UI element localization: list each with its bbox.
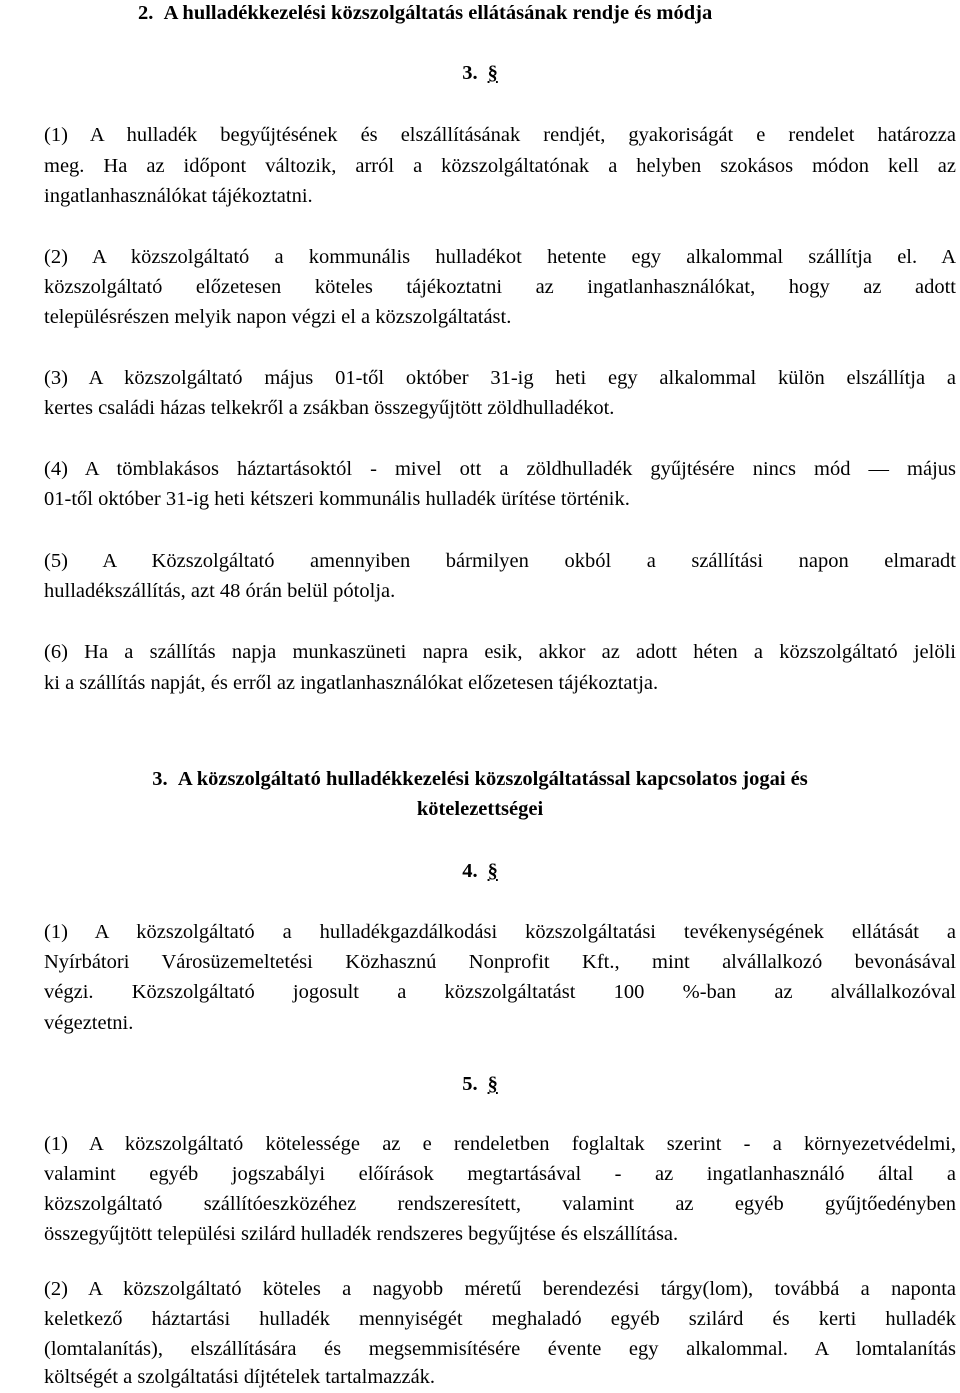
s3-p2-line2: közszolgáltató előzetesen köteles tájékoztatni az ingatlanhasználókat, hogy az adott xyxy=(44,276,956,298)
s3-p2-line1: (2) A közszolgáltató a kommunális hulladékot hetente egy alkalommal szállítja el. A xyxy=(44,246,956,268)
section-3-title xyxy=(0,59,960,87)
s3-p2-line3: településrészen melyik napon végzi el a közszolgáltatást. xyxy=(44,306,512,328)
chapter-3-title-line2: kötelezettségei xyxy=(416,798,544,820)
section-3-number: 3. xyxy=(462,62,478,84)
s5-p1-line4: összegyűjtött települési szilárd hulladék rendszeres begyűjtése és elszállítása. xyxy=(44,1223,679,1245)
s3-p6-line2: ki a szállítás napját, és erről az ingatlanhasználókat előzetesen tájékoztatja. xyxy=(44,672,659,694)
s3-p5-line1: (5) A Közszolgáltató amennyiben bármilyen okból a szállítási napon elmaradt xyxy=(44,550,956,572)
section-4-title xyxy=(0,857,960,885)
s3-p4-line2: 01-től október 31-ig heti kétszeri kommunális hulladék ürítése történik. xyxy=(44,488,630,510)
s3-p1-line1: (1) A hulladék begyűjtésének és elszállításának rendjét, gyakoriságát e rendelet határozza xyxy=(44,124,956,146)
chapter-2-heading: 2. A hulladékkezelési közszolgáltatás ellátásának rendje és módja xyxy=(138,2,713,24)
s4-p1-line1: (1) A közszolgáltató a hulladékgazdálkodási közszolgáltatási tevékenységének ellátását a xyxy=(44,921,956,943)
s4-p1-line4: végeztetni. xyxy=(44,1012,134,1034)
chapter-3-number: 3. xyxy=(152,768,168,790)
section-symbol: § xyxy=(487,1073,498,1095)
s4-p1-line3: végzi. Közszolgáltató jogosult a közszolgáltatást 100 %-ban az alvállalkozóval xyxy=(44,981,956,1003)
section-5-number: 5. xyxy=(462,1073,478,1095)
section-symbol: § xyxy=(487,62,498,84)
s5-p2-line2: keletkező háztartási hulladék mennyiségét meghaladó egyéb szilárd és kerti hulladék xyxy=(44,1308,956,1330)
s5-p1-line3: közszolgáltató szállítóeszközéhez rendszeresített, valamint az egyéb gyűjtőedényben xyxy=(44,1193,956,1215)
s3-p6-line1: (6) Ha a szállítás napja munkaszüneti napra esik, akkor az adott héten a közszolgáltató jelöli xyxy=(44,641,956,663)
s5-p1-line1: (1) A közszolgáltató kötelessége az e rendeletben foglaltak szerint - a környezetvédelmi, xyxy=(44,1133,956,1155)
section-4-number: 4. xyxy=(462,860,478,882)
chapter-3-title-line1 xyxy=(0,765,960,793)
s5-p2-line3: (lomtalanítás), elszállítására és megsemmisítésére évente egy alkalommal. A lomtalanítás xyxy=(44,1338,956,1360)
s5-p2-line1: (2) A közszolgáltató köteles a nagyobb méretű berendezési tárgy(lom), továbbá a naponta xyxy=(44,1278,956,1300)
s3-p1-line2: meg. Ha az időpont változik, arról a közszolgáltatónak a helyben szokásos módon kell az xyxy=(44,155,956,177)
s4-p1-line2: Nyírbátori Városüzemeltetési Közhasznú Nonprofit Kft., mint alvállalkozó bevonásával xyxy=(44,951,956,973)
s3-p5-line2: hulladékszállítás, azt 48 órán belül pótolja. xyxy=(44,580,396,602)
s3-p3-line1: (3) A közszolgáltató május 01-től október 31-ig heti egy alkalommal külön elszállítja a xyxy=(44,367,956,389)
chapter-3-title-text: A közszolgáltató hulladékkezelési közszolgáltatással kapcsolatos jogai és xyxy=(177,768,808,790)
section-symbol: § xyxy=(487,860,498,882)
s5-p1-line2: valamint egyéb jogszabályi előírások megtartásával - az ingatlanhasználó által a xyxy=(44,1163,956,1185)
s5-p2-line4: költségét a szolgáltatási díjtételek tartalmazzák. xyxy=(44,1366,436,1388)
s3-p1-line3: ingatlanhasználókat tájékoztatni. xyxy=(44,185,313,207)
s3-p3-line2: kertes családi házas telkekről a zsákban összegyűjtött zöldhulladékot. xyxy=(44,397,615,419)
section-5-title xyxy=(0,1070,960,1098)
s3-p4-line1: (4) A tömblakásos háztartásoktól - mivel ott a zöldhulladék gyűjtésére nincs mód — május xyxy=(44,458,956,480)
